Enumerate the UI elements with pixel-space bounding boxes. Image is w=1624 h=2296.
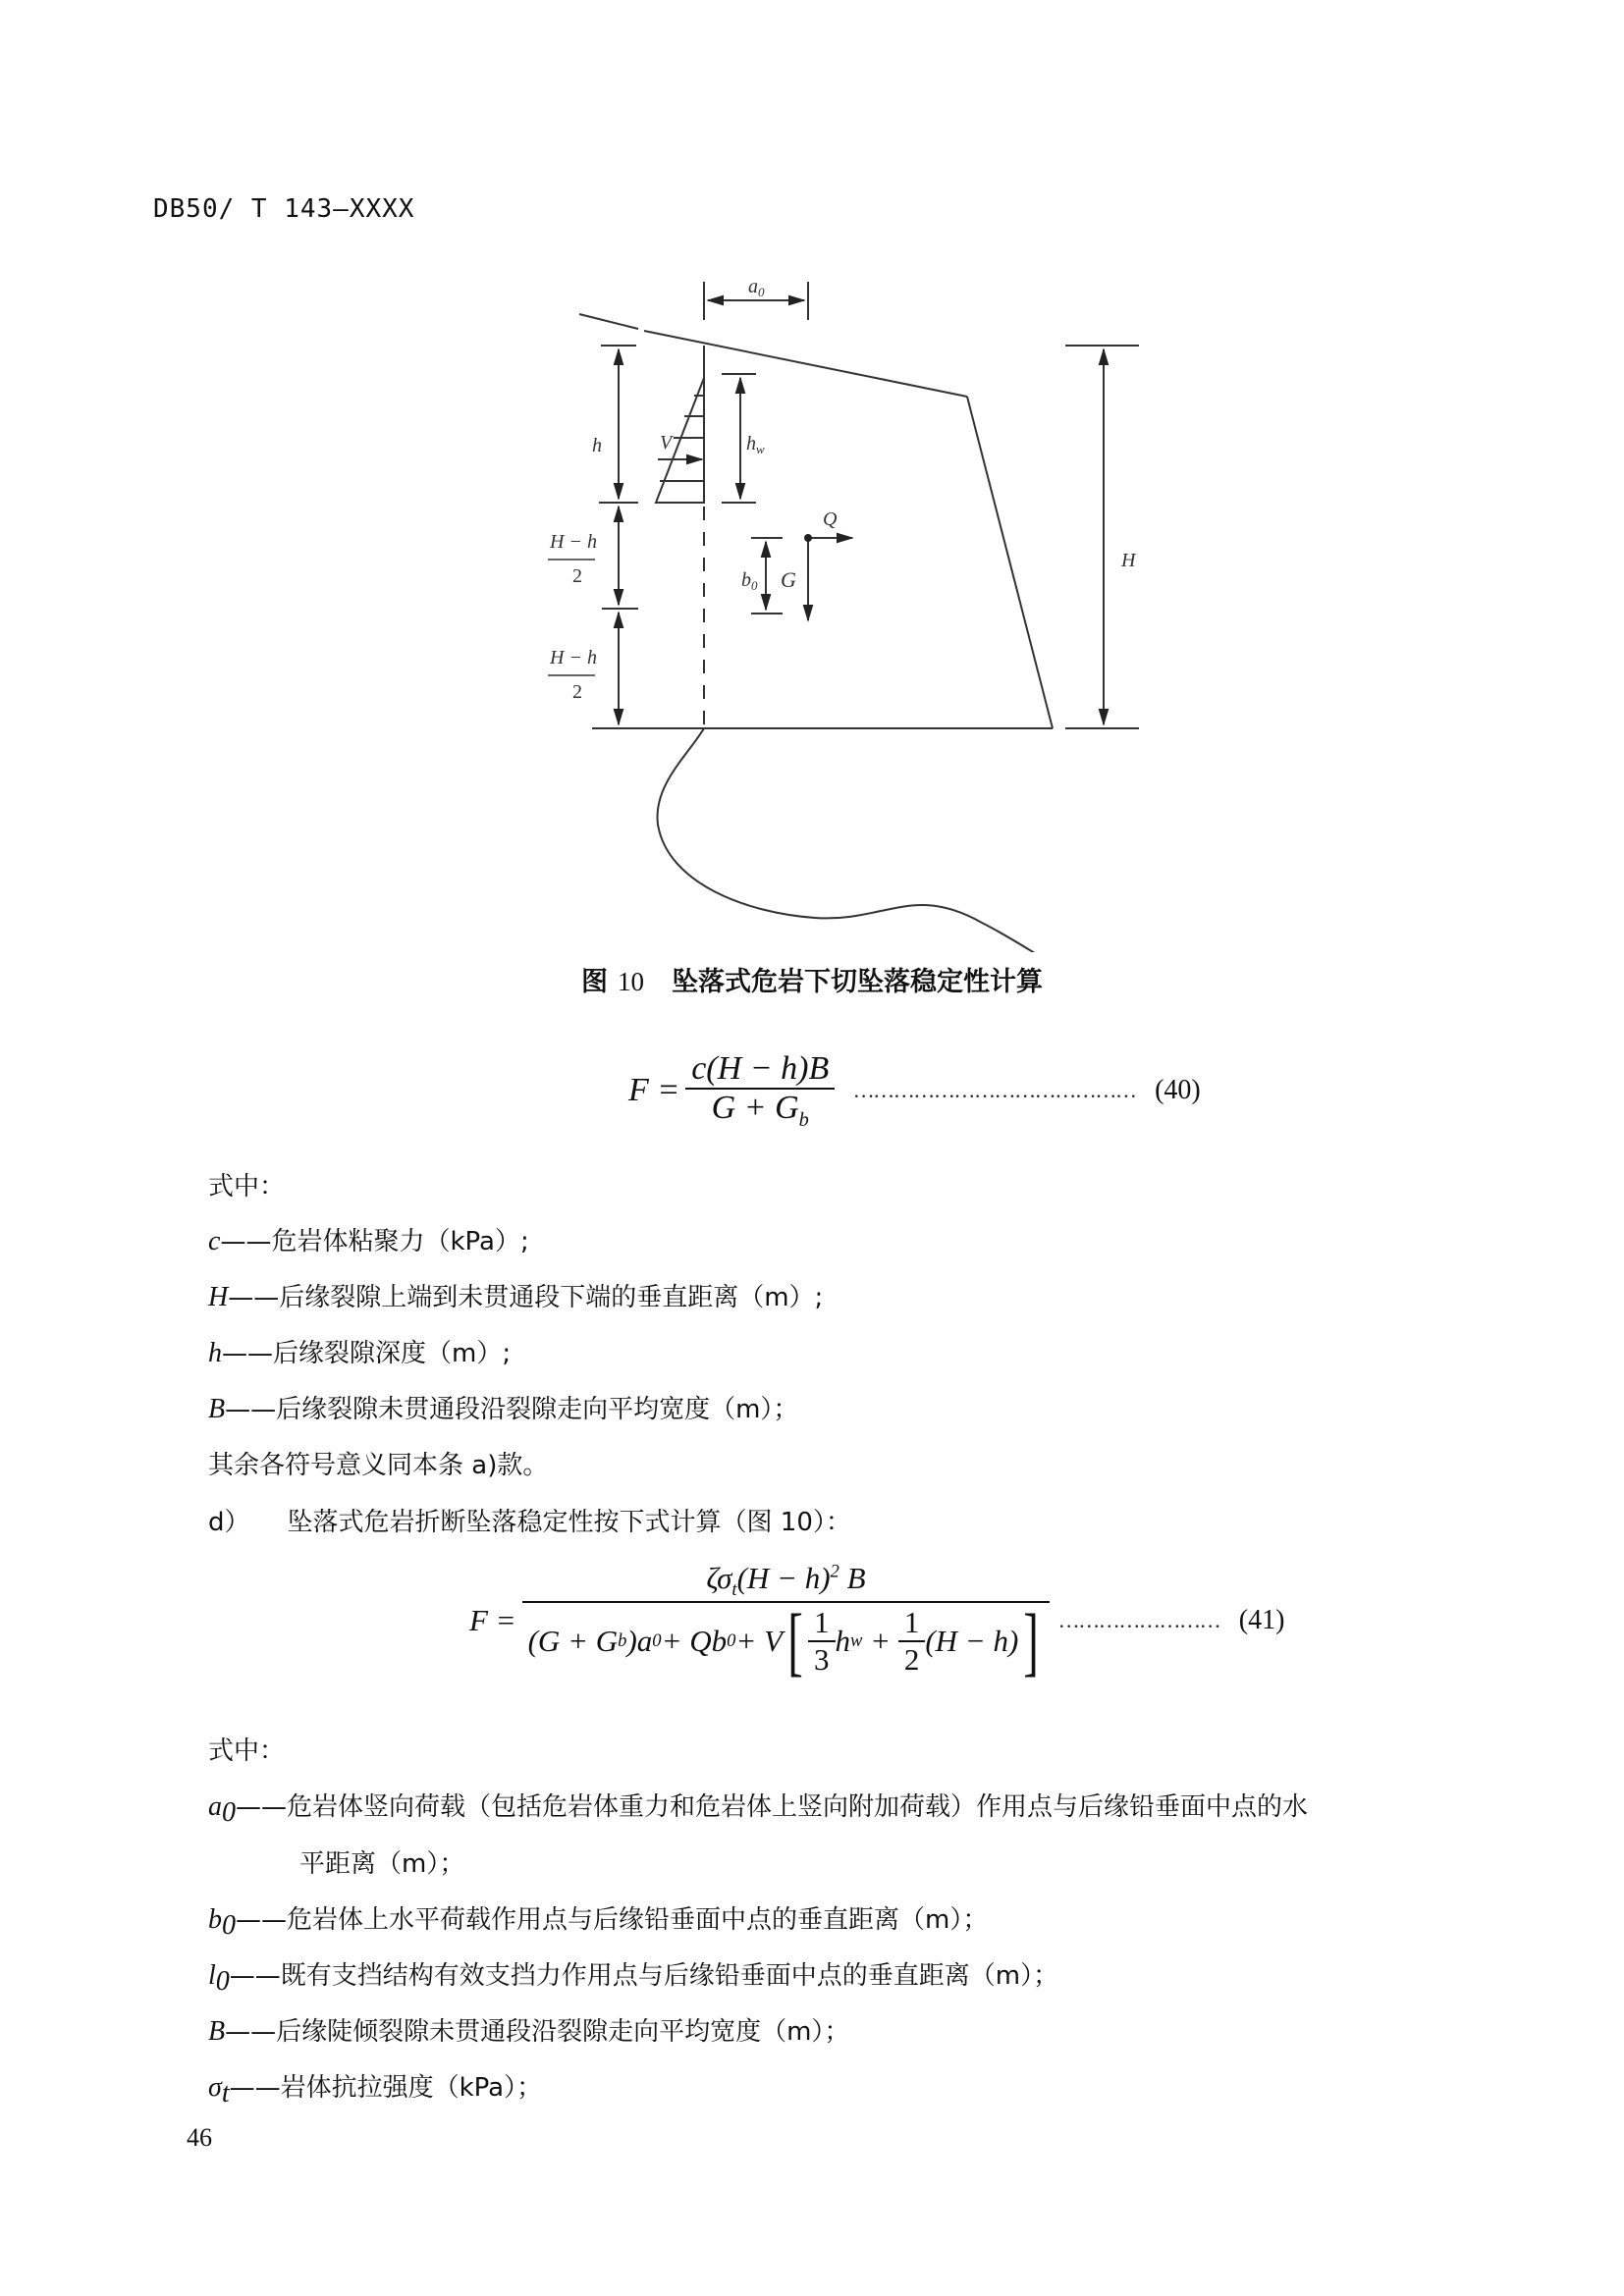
document-code-header: DB50/ T 143—XXXX: [153, 194, 415, 224]
slope-line-upper: [579, 314, 638, 329]
eq40-number: (40): [1155, 1075, 1201, 1106]
eq41-numerator: $\zeta\sigma_t(H - h)^2$ B: [522, 1561, 1051, 1603]
label-Q: Q: [823, 508, 838, 530]
label-two-1: 2: [572, 565, 582, 587]
label-V: V: [660, 432, 673, 454]
eq40-leader-dots: ……………………………………: [854, 1078, 1138, 1103]
item-d-text: 坠落式危岩折断坠落稳定性按下式计算（图 10）：: [287, 1508, 851, 1537]
caption-prefix: 图: [581, 967, 608, 997]
caption-number: 10: [618, 967, 644, 996]
rock-right-face: [967, 397, 1053, 728]
where1-item-B: B——后缘裂隙未贯通段沿裂隙走向平均宽度（m）；: [208, 1394, 799, 1424]
where2-item-B: B——后缘陡倾裂隙未贯通段沿裂隙走向平均宽度（m）；: [208, 2016, 850, 2047]
ground-curve: [658, 728, 1095, 952]
slope-line: [644, 331, 967, 397]
equation-41: [469, 1561, 1314, 1684]
item-d: [208, 1502, 851, 1538]
eq41-lhs: F =: [469, 1602, 516, 1637]
where1-item-c: c——危岩体粘聚力（kPa）;: [208, 1226, 529, 1256]
label-b0: $b_0$: [741, 569, 758, 593]
label-h: h: [592, 435, 602, 456]
eq40-numerator: c(H − h)B: [685, 1050, 835, 1090]
eq41-number: (41): [1238, 1604, 1285, 1635]
label-two-2: 2: [572, 681, 582, 703]
item-d-marker: d）: [208, 1508, 250, 1537]
rockfall-diagram: [530, 265, 1159, 952]
where2-item-a0: $a_0——$危岩体竖向荷载（包括危岩体重力和危岩体上竖向附加荷载）作用点与后缘铅垂面中点的水: [208, 1791, 1309, 1829]
where2-item-b0: $b_0——$危岩体上水平荷载作用点与后缘铅垂面中点的垂直距离（m）；: [208, 1904, 989, 1942]
label-hh-2: H − h: [550, 647, 597, 668]
eq41-leader-dots: ……………………: [1059, 1607, 1221, 1632]
where1-item-H: H——后缘裂隙上端到未贯通段下端的垂直距离（m）;: [208, 1282, 824, 1312]
where-heading-2: 式中：: [208, 1736, 286, 1766]
label-hh-1: H − h: [550, 531, 597, 553]
load-point: [804, 534, 812, 542]
label-hw: $h_w$: [746, 433, 765, 456]
eq41-fraction: [522, 1561, 1051, 1684]
eq40-denominator: $G + G_b$: [711, 1090, 809, 1131]
eq40-fraction: [685, 1050, 835, 1132]
where1-note: 其余各符号意义同本条 a)款。: [208, 1451, 549, 1480]
where2-item-sigma-t: $\sigma_t——$岩体抗拉强度（kPa）；: [208, 2072, 543, 2109]
equation-40: [628, 1050, 1296, 1132]
caption-title: 坠落式危岩下切坠落稳定性计算: [672, 967, 1043, 997]
page-number: 46: [187, 2123, 212, 2152]
figure-caption: [0, 960, 1624, 998]
label-H: H: [1121, 550, 1136, 571]
where-heading-1: 式中：: [208, 1172, 286, 1201]
where1-item-h: h——后缘裂隙深度（m）;: [208, 1338, 512, 1368]
label-G: G: [781, 567, 796, 592]
eq40-lhs: F =: [628, 1072, 680, 1109]
eq41-denominator: (G + G b )a 0 + Qb 0 + V [ $\frac{1}{3}$ h w + $\frac{1}{2}$ (H − h) ]: [527, 1598, 1040, 1684]
where2-item-a0-continuation: 平距离（m）；: [299, 1849, 465, 1879]
label-a0: $a_0$: [748, 276, 765, 299]
where2-item-l0: $l_0——$既有支挡结构有效支挡力作用点与后缘铅垂面中点的垂直距离（m）；: [208, 1960, 1059, 1998]
